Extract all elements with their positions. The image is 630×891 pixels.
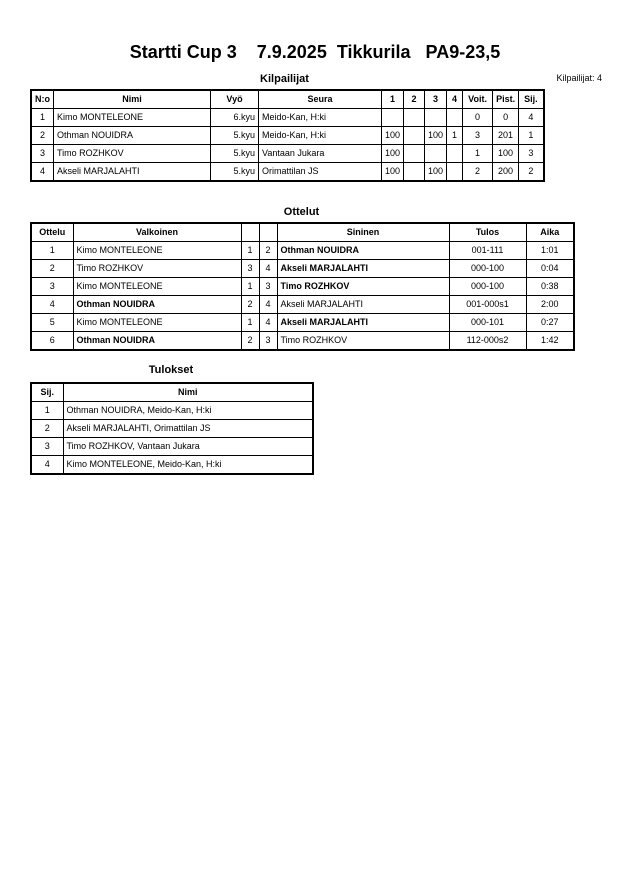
competitors-heading: Kilpailijat — [260, 73, 309, 85]
col-header-blue-no — [259, 223, 277, 242]
cell-seura: Meido-Kan, H:ki — [259, 109, 382, 127]
cell-white-no: 1 — [241, 314, 259, 332]
cell-match-no: 6 — [31, 332, 73, 351]
cell-vyo: 6.kyu — [211, 109, 259, 127]
cell-blue-no: 4 — [259, 296, 277, 314]
cell-name-club: Akseli MARJALAHTI, Orimattilan JS — [63, 420, 313, 438]
cell-white-no: 1 — [241, 278, 259, 296]
results-header-row — [31, 383, 313, 402]
col-header-vyo: Vyö — [211, 90, 259, 109]
table-row — [31, 456, 313, 475]
cell-blue-no: 4 — [259, 314, 277, 332]
cell-score-4: 1 — [447, 127, 463, 145]
cell-result: 000-100 — [449, 260, 526, 278]
cell-blue-name: Timo ROZHKOV — [277, 278, 449, 296]
cell-result: 112-000s2 — [449, 332, 526, 351]
table-row — [31, 127, 544, 145]
table-row — [31, 109, 544, 127]
cell-white-name: Othman NOUIDRA — [73, 332, 241, 351]
results-table — [30, 382, 314, 475]
cell-result: 001-111 — [449, 242, 526, 260]
col-header-seura: Seura — [259, 90, 382, 109]
cell-white-name: Kimo MONTELEONE — [73, 242, 241, 260]
competitors-count: Kilpailijat: 4 — [556, 73, 602, 83]
col-header-sininen: Sininen — [277, 223, 449, 242]
table-row — [31, 438, 313, 456]
col-header-2: 2 — [404, 90, 425, 109]
cell-blue-no: 4 — [259, 260, 277, 278]
cell-blue-no: 3 — [259, 278, 277, 296]
col-header-3: 3 — [425, 90, 447, 109]
cell-white-name: Kimo MONTELEONE — [73, 278, 241, 296]
col-header-no: N:o — [31, 90, 54, 109]
cell-voit: 0 — [463, 109, 493, 127]
cell-sij: 2 — [519, 163, 544, 182]
cell-score-1: 100 — [382, 145, 404, 163]
cell-score-1: 100 — [382, 127, 404, 145]
cell-name-club: Timo ROZHKOV, Vantaan Jukara — [63, 438, 313, 456]
cell-blue-no: 2 — [259, 242, 277, 260]
matches-table-body — [31, 242, 574, 351]
cell-sij: 4 — [519, 109, 544, 127]
cell-pist: 0 — [493, 109, 519, 127]
cell-voit: 1 — [463, 145, 493, 163]
table-row — [31, 402, 313, 420]
cell-blue-name: Akseli MARJALAHTI — [277, 314, 449, 332]
competitors-table-body — [31, 109, 544, 182]
competitors-table — [30, 89, 545, 182]
table-row — [31, 260, 574, 278]
cell-no: 2 — [31, 127, 54, 145]
col-header-result-nimi: Nimi — [63, 383, 313, 402]
competitors-header-row — [31, 90, 544, 109]
cell-white-no: 2 — [241, 332, 259, 351]
cell-vyo: 5.kyu — [211, 127, 259, 145]
col-header-valkoinen: Valkoinen — [73, 223, 241, 242]
cell-score-1: 100 — [382, 163, 404, 182]
cell-no: 3 — [31, 145, 54, 163]
cell-time: 1:42 — [526, 332, 574, 351]
cell-seura: Vantaan Jukara — [259, 145, 382, 163]
cell-match-no: 2 — [31, 260, 73, 278]
cell-time: 0:27 — [526, 314, 574, 332]
cell-match-no: 3 — [31, 278, 73, 296]
table-row — [31, 420, 313, 438]
cell-score-2 — [404, 163, 425, 182]
cell-voit: 2 — [463, 163, 493, 182]
cell-nimi: Othman NOUIDRA — [54, 127, 211, 145]
col-header-tulos: Tulos — [449, 223, 526, 242]
cell-match-no: 1 — [31, 242, 73, 260]
cell-blue-name: Othman NOUIDRA — [277, 242, 449, 260]
cell-blue-no: 3 — [259, 332, 277, 351]
cell-sij: 3 — [519, 145, 544, 163]
cell-score-3: 100 — [425, 127, 447, 145]
col-header-4: 4 — [447, 90, 463, 109]
col-header-ottelu: Ottelu — [31, 223, 73, 242]
col-header-sij: Sij. — [519, 90, 544, 109]
cell-score-2 — [404, 127, 425, 145]
cell-place: 2 — [31, 420, 63, 438]
cell-score-3 — [425, 145, 447, 163]
col-header-nimi: Nimi — [54, 90, 211, 109]
page-title: Startti Cup 3 7.9.2025 Tikkurila PA9-23,5 — [129, 42, 501, 62]
col-header-voit: Voit. — [463, 90, 493, 109]
cell-result: 000-101 — [449, 314, 526, 332]
cell-match-no: 5 — [31, 314, 73, 332]
cell-time: 0:38 — [526, 278, 574, 296]
cell-time: 2:00 — [526, 296, 574, 314]
cell-white-no: 3 — [241, 260, 259, 278]
results-heading: Tulokset — [148, 364, 194, 376]
cell-nimi: Akseli MARJALAHTI — [54, 163, 211, 182]
cell-nimi: Timo ROZHKOV — [54, 145, 211, 163]
cell-vyo: 5.kyu — [211, 145, 259, 163]
col-header-result-sij: Sij. — [31, 383, 63, 402]
cell-time: 0:04 — [526, 260, 574, 278]
cell-pist: 200 — [493, 163, 519, 182]
matches-header-row — [31, 223, 574, 242]
cell-no: 1 — [31, 109, 54, 127]
cell-place: 4 — [31, 456, 63, 475]
cell-score-4 — [447, 145, 463, 163]
table-row — [31, 145, 544, 163]
cell-score-1 — [382, 109, 404, 127]
cell-white-no: 2 — [241, 296, 259, 314]
cell-pist: 201 — [493, 127, 519, 145]
cell-pist: 100 — [493, 145, 519, 163]
col-header-pist: Pist. — [493, 90, 519, 109]
cell-seura: Orimattilan JS — [259, 163, 382, 182]
cell-blue-name: Akseli MARJALAHTI — [277, 260, 449, 278]
table-row — [31, 278, 574, 296]
results-table-body — [31, 402, 313, 475]
cell-white-name: Othman NOUIDRA — [73, 296, 241, 314]
cell-nimi: Kimo MONTELEONE — [54, 109, 211, 127]
cell-white-name: Timo ROZHKOV — [73, 260, 241, 278]
cell-score-2 — [404, 109, 425, 127]
cell-score-3 — [425, 109, 447, 127]
cell-voit: 3 — [463, 127, 493, 145]
cell-score-4 — [447, 109, 463, 127]
cell-score-3: 100 — [425, 163, 447, 182]
cell-score-4 — [447, 163, 463, 182]
cell-result: 000-100 — [449, 278, 526, 296]
cell-white-no: 1 — [241, 242, 259, 260]
cell-white-name: Kimo MONTELEONE — [73, 314, 241, 332]
cell-sij: 1 — [519, 127, 544, 145]
cell-blue-name: Timo ROZHKOV — [277, 332, 449, 351]
cell-place: 1 — [31, 402, 63, 420]
matches-heading: Ottelut — [283, 206, 320, 218]
cell-place: 3 — [31, 438, 63, 456]
table-row — [31, 242, 574, 260]
table-row — [31, 332, 574, 351]
col-header-white-no — [241, 223, 259, 242]
table-row — [31, 314, 574, 332]
cell-name-club: Othman NOUIDRA, Meido-Kan, H:ki — [63, 402, 313, 420]
col-header-1: 1 — [382, 90, 404, 109]
matches-table — [30, 222, 575, 351]
cell-result: 001-000s1 — [449, 296, 526, 314]
table-row — [31, 296, 574, 314]
cell-name-club: Kimo MONTELEONE, Meido-Kan, H:ki — [63, 456, 313, 475]
table-row — [31, 163, 544, 182]
cell-seura: Meido-Kan, H:ki — [259, 127, 382, 145]
cell-match-no: 4 — [31, 296, 73, 314]
cell-vyo: 5.kyu — [211, 163, 259, 182]
cell-blue-name: Akseli MARJALAHTI — [277, 296, 449, 314]
cell-time: 1:01 — [526, 242, 574, 260]
cell-score-2 — [404, 145, 425, 163]
col-header-aika: Aika — [526, 223, 574, 242]
cell-no: 4 — [31, 163, 54, 182]
